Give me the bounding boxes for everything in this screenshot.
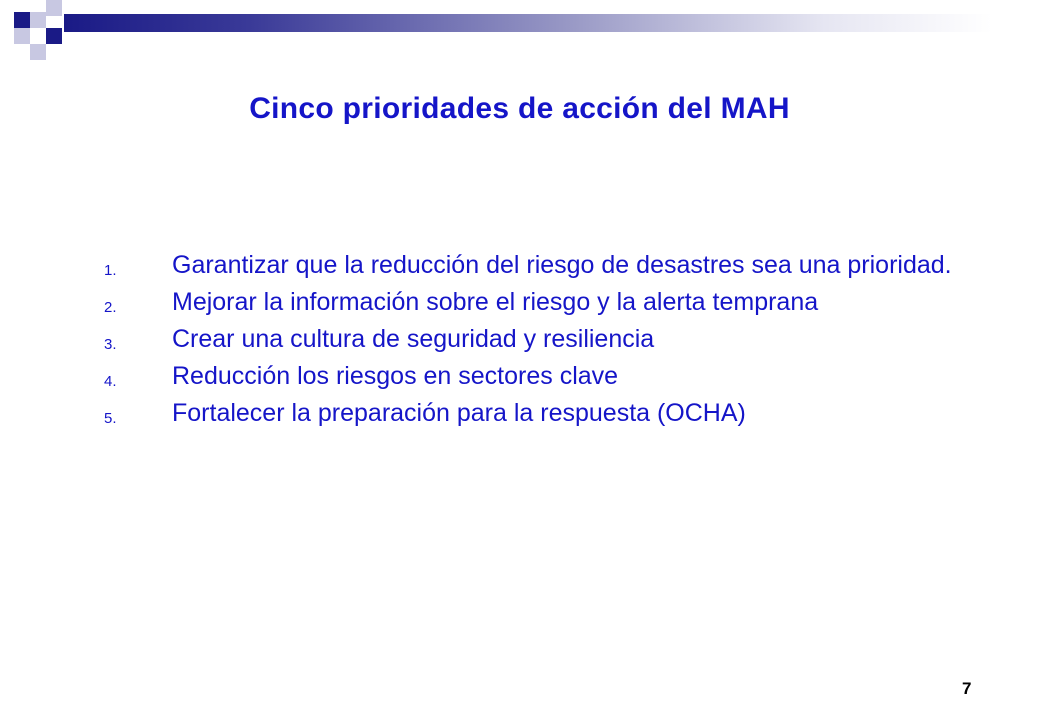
decor-square-light [30, 44, 46, 60]
decor-square-light [14, 28, 30, 44]
list-item [104, 400, 984, 427]
list-item [104, 289, 984, 316]
list-item-number: 3. [104, 336, 117, 353]
list-item-text: Crear una cultura de seguridad y resiliencia [172, 325, 655, 353]
decor-square-light [46, 0, 62, 16]
list-item-number: 1. [104, 262, 117, 279]
list-item-number: 5. [104, 410, 117, 427]
list-item [104, 252, 984, 279]
slide-title: Cinco prioridades de acción del MAH [249, 92, 790, 125]
decor-square-dark [14, 12, 30, 28]
list-item [104, 326, 984, 353]
decor-square-light [30, 12, 46, 28]
header-decoration [0, 0, 1039, 60]
page-number: 7 [962, 679, 972, 698]
list-item-text: Mejorar la información sobre el riesgo y la alerta temprana [172, 288, 819, 316]
priority-list [104, 252, 984, 437]
list-item-number: 4. [104, 373, 117, 390]
list-item-number: 2. [104, 299, 117, 316]
list-item [104, 363, 984, 390]
list-item-text: Reducción los riesgos en sectores clave [172, 362, 619, 390]
decor-gradient-bar [64, 14, 992, 32]
decor-square-dark [46, 28, 62, 44]
list-item-text: Garantizar que la reducción del riesgo de desastres sea una prioridad. [172, 251, 952, 279]
list-item-text: Fortalecer la preparación para la respuesta (OCHA) [172, 399, 746, 427]
